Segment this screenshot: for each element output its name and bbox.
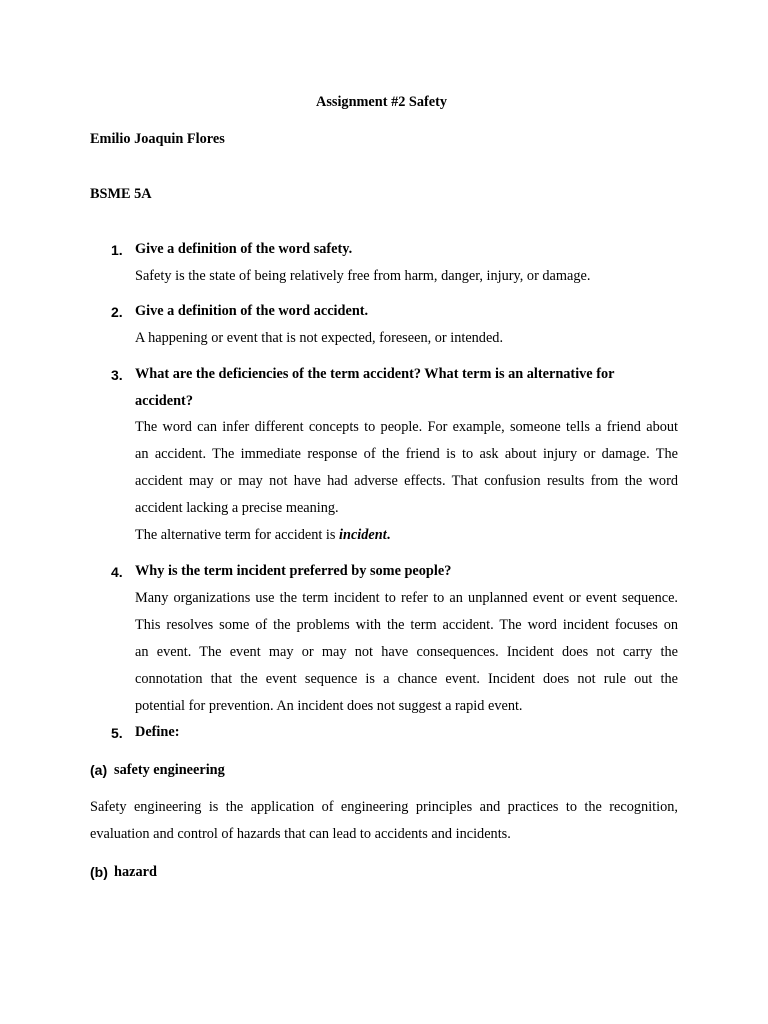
definition-letter: (b) — [90, 864, 108, 880]
alternative-term-line — [135, 527, 390, 544]
question-text-continued: accident? — [135, 393, 193, 409]
answer-line: The word can infer different concepts to people. For example, someone tells a friend about — [135, 419, 678, 435]
question-number: 3. — [111, 367, 123, 383]
answer-line: an accident. The immediate response of the friend is to ask about injury or damage. The — [135, 446, 678, 462]
question-number: 1. — [111, 242, 123, 258]
answer-line: potential for prevention. An incident does not suggest a rapid event. — [135, 698, 523, 714]
question-text: What are the deficiencies of the term accident? What term is an alternative for — [135, 366, 615, 382]
question-number: 5. — [111, 725, 123, 741]
question-text: Why is the term incident preferred by some people? — [135, 563, 452, 579]
alternative-suffix: . — [386, 527, 391, 543]
answer-line: an event. The event may or may not have consequences. Incident does not carry the — [135, 644, 678, 660]
answer-line: accident may or may not have had adverse effects. That confusion results from the word — [135, 473, 678, 489]
section-label: BSME 5A — [90, 186, 152, 202]
definition-text-line: Safety engineering is the application of engineering principles and practices to the recognition, — [90, 799, 678, 815]
question-text: Define: — [135, 724, 180, 740]
definition-term: hazard — [114, 864, 157, 880]
alternative-term: incident — [339, 527, 387, 543]
alternative-prefix: The alternative term for accident is — [135, 527, 340, 543]
document-title: Assignment #2 Safety — [316, 94, 448, 110]
question-number: 2. — [111, 304, 123, 320]
answer-line: accident lacking a precise meaning. — [135, 500, 339, 516]
question-text: Give a definition of the word safety. — [135, 241, 353, 257]
answer-line: connotation that the event sequence is a chance event. Incident does not rule out the — [135, 671, 678, 687]
answer-line: A happening or event that is not expected, foreseen, or intended. — [135, 330, 504, 346]
definition-term: safety engineering — [114, 762, 225, 778]
definition-text-line: evaluation and control of hazards that can lead to accidents and incidents. — [90, 826, 511, 842]
author-name: Emilio Joaquin Flores — [90, 131, 225, 147]
answer-line: Safety is the state of being relatively free from harm, danger, injury, or damage. — [135, 268, 591, 284]
question-number: 4. — [111, 564, 123, 580]
question-text: Give a definition of the word accident. — [135, 303, 369, 319]
definition-letter: (a) — [90, 762, 108, 778]
answer-line: This resolves some of the problems with the term accident. The word incident focuses on — [135, 617, 678, 633]
answer-line: Many organizations use the term incident to refer to an unplanned event or event sequence. — [135, 590, 678, 606]
